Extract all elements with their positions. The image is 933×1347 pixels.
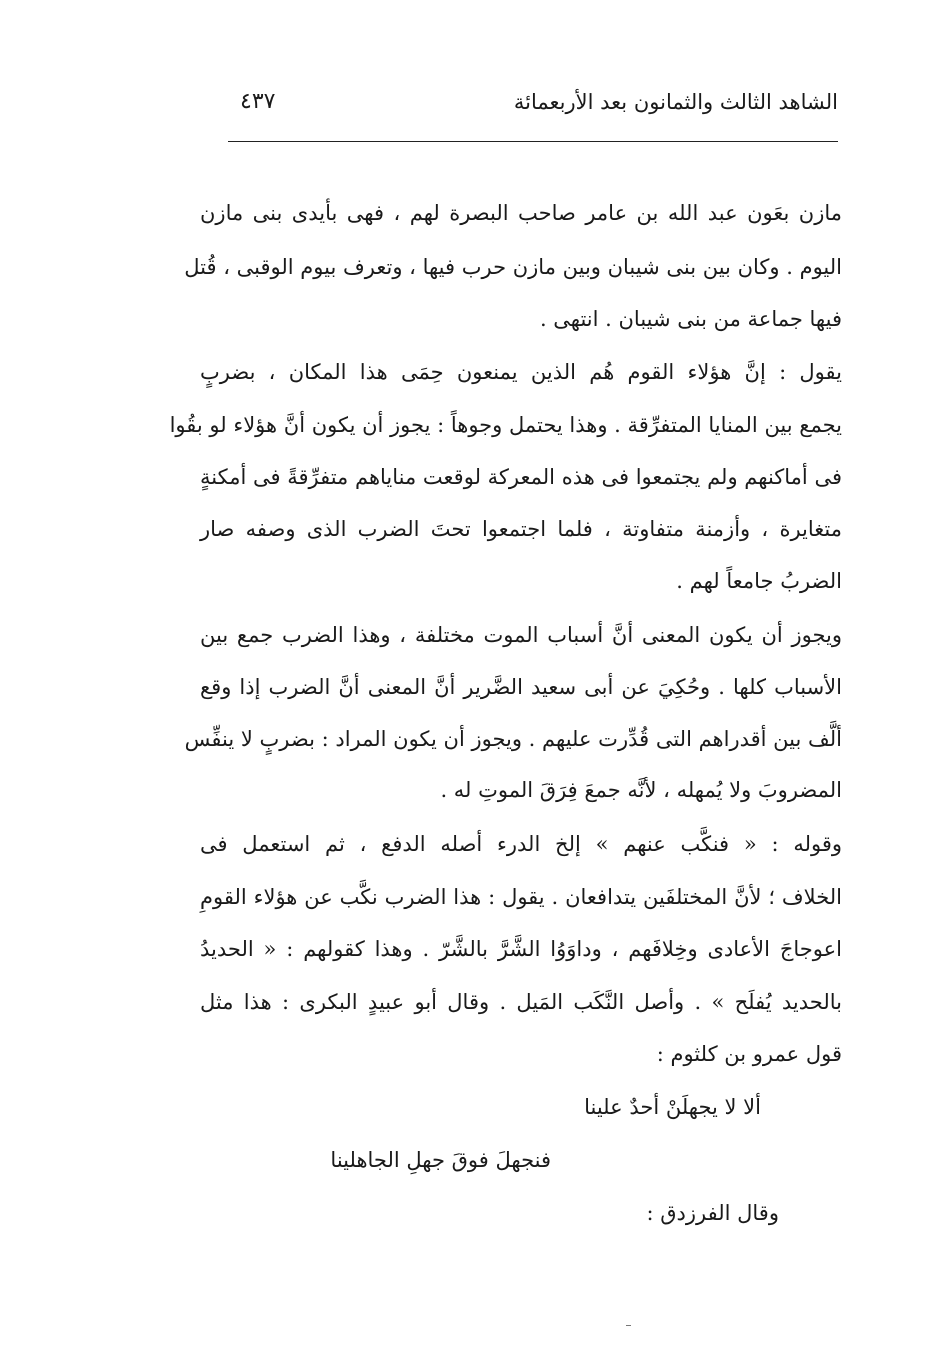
text-line: المضروبَ ولا يُمهله ، لأنَّه جمعَ فِرَقَ الموتِ له .	[440, 778, 842, 802]
text-line: متغايرة ، وأزمنة متفاوتة ، فلما اجتمعوا تحتَ الضرب الذى وصفه صار	[200, 517, 842, 541]
running-header	[228, 86, 838, 122]
text-line: وقوله : « فنكَّب عنهم » إلخ الدرء أصله الدفع ، ثم استعمل فى	[200, 832, 842, 856]
text-line: يقول : إنَّ هؤلاء القوم هُم الذين يمنعون حِمَى هذا المكان ، بضربٍ	[200, 360, 842, 384]
poem-verse-2: فنجهلَ فوقَ جهلِ الجاهلينا	[330, 1148, 551, 1172]
text-line: فى أماكنهم ولم يجتمعوا فى هذه المعركة لوقعت مناياهم متفرِّقةً فى أمكنةٍ	[200, 465, 842, 489]
text-line: الأسباب كلها . وحُكِيَ عن أبى سعيد الضَّرير أنَّ المعنى أنَّ الضرب إذا وقع	[200, 675, 842, 699]
text-line: ألَّف بين أقدراهم التى قُدِّرت عليهم . ويجوز أن يكون المراد : بضربٍ لا ينفِّس	[184, 727, 842, 751]
page-speck	[626, 1325, 631, 1326]
text-line: قول عمرو بن كلثوم :	[656, 1042, 842, 1066]
text-line: بالحديد يُفلَح » . وأصل النَّكَب المَيل . وقال أبو عبيدٍ البكرى : هذا مثل	[200, 990, 842, 1014]
text-line: اعوجاجَ الأعادى وخِلافَهم ، وداوَوُا الشَّرَّ بالشَّرّ . وهذا كقولهم : « الحديدُ	[200, 937, 842, 961]
text-line: اليوم . وكان بين بنى شيبان وبين مازن حرب فيها ، وتعرف بيوم الوقبى ، قُتل	[184, 255, 842, 279]
text-line: الضربُ جامعاً لهم .	[676, 569, 842, 593]
text-line: الخلاف ؛ لأنَّ المختلفَين يتدافعان . يقول : هذا الضرب نكَّب عن هؤلاء القومِ	[200, 885, 842, 909]
closing-line: وقال الفرزدق :	[646, 1201, 779, 1225]
text-line: ويجوز أن يكون المعنى أنَّ أسباب الموت مختلفة ، وهذا الضرب جمع بين	[200, 623, 842, 647]
poem-verse-1: ألا لا يجهلَنْ أحدٌ علينا	[584, 1095, 761, 1119]
text-line: يجمع بين المنايا المتفرِّقة . وهذا يحتمل وجوهاً : يجوز أن يكون أنَّ هؤلاء لو بقُوا	[169, 413, 842, 437]
page-number: ٤٣٧	[240, 89, 276, 114]
header-rule	[228, 141, 838, 142]
header-title: الشاهد الثالث والثمانون بعد الأربعمائة	[513, 90, 838, 114]
text-line: مازن بعَون عبد الله بن عامر صاحب البصرة لهم ، فهى بأيدى بنى مازن	[200, 201, 842, 225]
text-line: فيها جماعة من بنى شيبان . انتهى .	[539, 307, 842, 331]
